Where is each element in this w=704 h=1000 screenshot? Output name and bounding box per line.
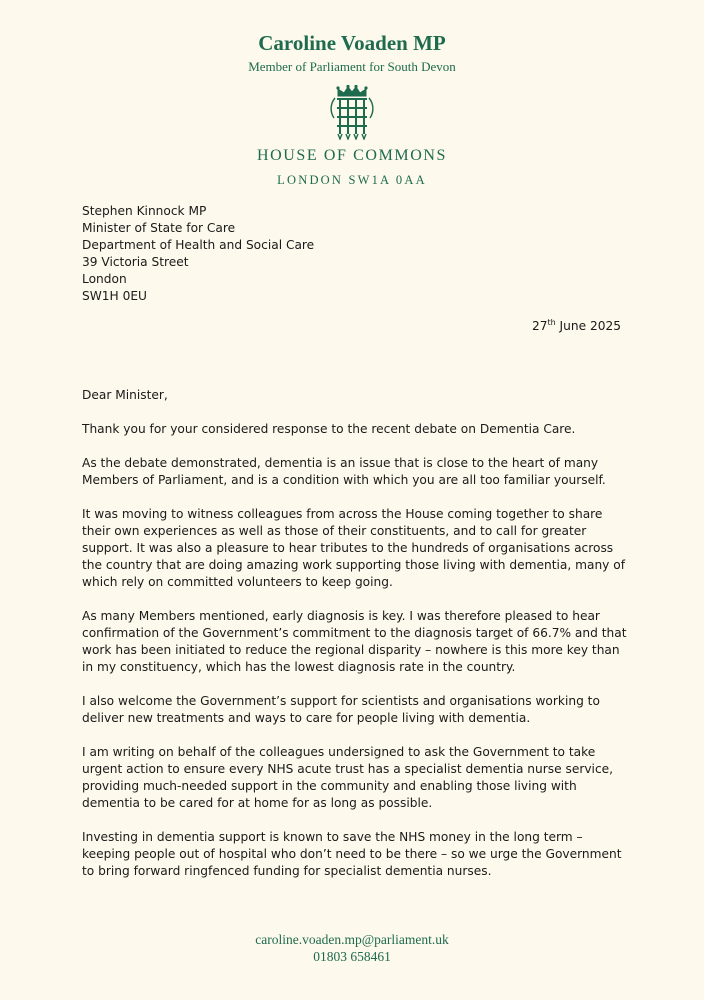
- body-paragraph: As many Members mentioned, early diagnosis is key. I was therefore pleased to hear confirmation of the Government’s commitment to the diagnosis target of 66.7% and that work has been initiated to reduce the regional disparity – nowhere is this more key than in my constituency, which has the lowest diagnosis rate in the country.: [82, 609, 627, 674]
- body-paragraph: As the debate demonstrated, dementia is an issue that is close to the heart of many Members of Parliament, and is a condition with which you are all too familiar yourself.: [82, 456, 606, 487]
- address-line: London: [82, 272, 127, 286]
- mp-name: Caroline Voaden MP: [258, 31, 446, 55]
- footer-email: caroline.voaden.mp@parliament.uk: [255, 932, 449, 947]
- mp-role: Member of Parliament for South Devon: [248, 59, 456, 74]
- recipient-address: [82, 203, 502, 305]
- date-month-year: June 2025: [555, 319, 621, 333]
- address-line: Stephen Kinnock MP: [82, 204, 207, 218]
- address-line: Department of Health and Social Care: [82, 238, 315, 252]
- footer-phone: 01803 658461: [313, 949, 391, 964]
- date-day: 27: [531, 319, 548, 333]
- portcullis-icon: [328, 84, 376, 140]
- letter-date: [460, 318, 621, 335]
- house-address: LONDON SW1A 0AA: [277, 173, 427, 187]
- body-paragraph: It was moving to witness colleagues from across the House coming together to share their own experiences as well as those of their constituents, and to call for greater support. It was also a pleasure to hear tributes to the hundreds of organisations across the country that are doing amazing work supporting those living with dementia, many of which rely on committed volunteers to keep going.: [82, 507, 626, 589]
- body-paragraph: Investing in dementia support is known to save the NHS money in the long term – keeping people out of hospital who don’t need to be there – so we urge the Government to bring forward ringfenced funding for specialist dementia nurses.: [82, 830, 622, 878]
- body-paragraph: I also welcome the Government’s support for scientists and organisations working to deliver new treatments and ways to care for people living with dementia.: [82, 694, 600, 725]
- footer-contact: [0, 931, 704, 965]
- address-line: SW1H 0EU: [82, 289, 147, 303]
- letterhead: [0, 30, 704, 188]
- body-paragraph: Thank you for your considered response to the recent debate on Dementia Care.: [82, 422, 576, 436]
- date-suffix: th: [547, 317, 556, 327]
- letter-body: [82, 421, 627, 897]
- address-line: 39 Victoria Street: [82, 255, 189, 269]
- salutation: Dear Minister,: [82, 388, 168, 402]
- house-of-commons: HOUSE OF COMMONS: [256, 147, 448, 164]
- body-paragraph: I am writing on behalf of the colleagues undersigned to ask the Government to take urgent action to ensure every NHS acute trust has a specialist dementia nurse service, providing much-needed support in the community and enabling those living with dementia to be cared for at home for as long as possible.: [82, 745, 614, 810]
- address-line: Minister of State for Care: [82, 221, 236, 235]
